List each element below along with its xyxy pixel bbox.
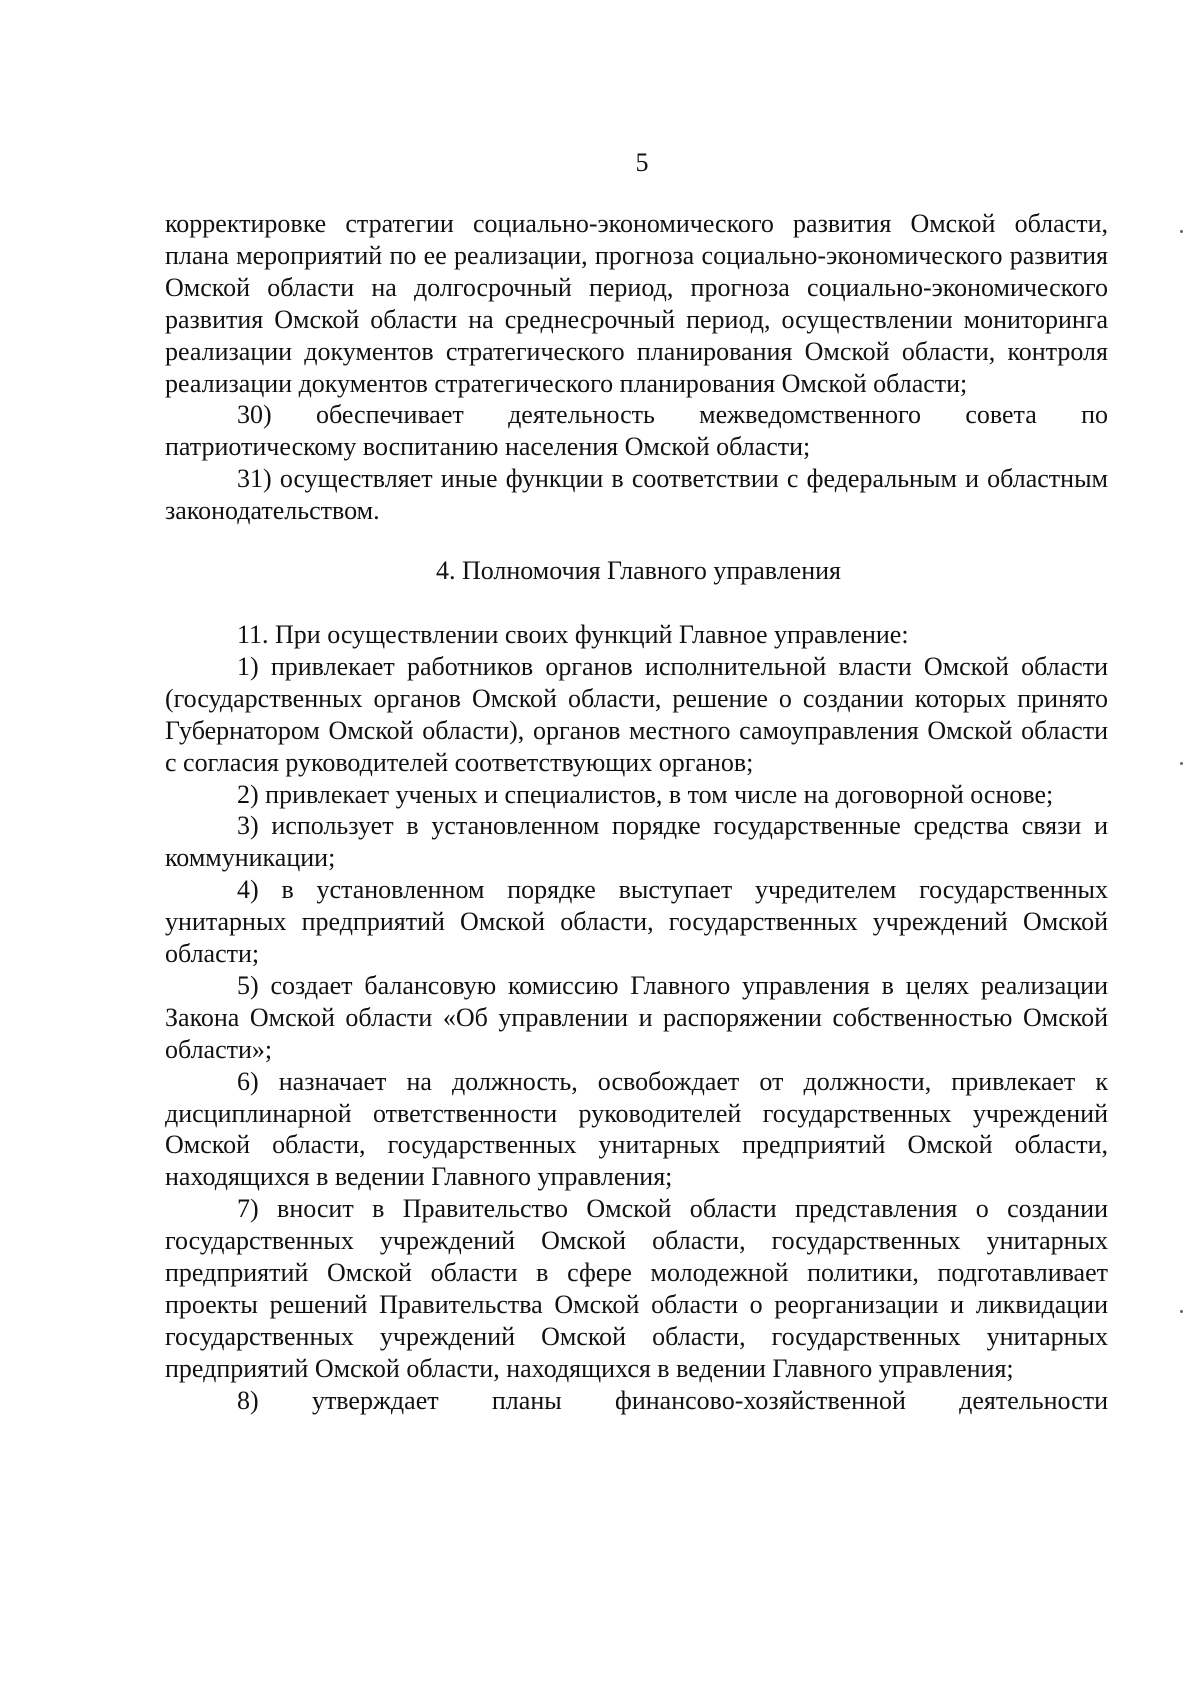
authority-item-6: 6) назначает на должность, освобождает от должности, привлекает к дисциплинарной ответственности руководителей государственных учреждений Омской области, государственных унитарных предприятий Омской области, находящихся в ведении Главного управления; xyxy=(165,1066,1108,1192)
authority-item-5: 5) создает балансовую комиссию Главного управления в целях реализации Закона Омской области «Об управлении и распоряжении собственностью Омской области»; xyxy=(165,970,1108,1064)
scan-speck xyxy=(1180,230,1183,233)
paragraph-continuation: корректировке стратегии социально-экономического развития Омской области, плана мероприятий по ее реализации, прогноза социально-экономического развития Омской области на долгосрочный период, прогноза социально-экономического развития Омской области на среднесрочный период, осуществлении мониторинга реализации документов стратегического планирования Омской области, контроля реализации документов стратегического планирования Омской области; xyxy=(165,209,1108,398)
authority-item-2: 2) привлекает ученых и специалистов, в том числе на договорной основе; xyxy=(237,779,1054,809)
scan-speck xyxy=(1180,1310,1183,1313)
clause-11-intro: 11. При осуществлении своих функций Главное управление: xyxy=(237,619,909,649)
page-number: 5 xyxy=(635,148,649,177)
list-item-31: 31) осуществляет иные функции в соответствии с федеральным и областным законодательством. xyxy=(165,464,1108,526)
authority-item-4: 4) в установленном порядке выступает учредителем государственных унитарных предприятий Омской области, государственных учреждений Омской области; xyxy=(165,875,1108,969)
authority-item-1: 1) привлекает работников органов исполнительной власти Омской области (государственных органов Омской области, решение о создании которых принято Губернатором Омской области), органов местного самоуправления Омской области с согласия руководителей соответствующих органов; xyxy=(165,651,1108,777)
authority-item-3: 3) использует в установленном порядке государственные средства связи и коммуникации; xyxy=(165,811,1108,873)
section-heading: 4. Полномочия Главного управления xyxy=(435,556,842,586)
authority-item-8: 8) утверждает планы финансово-хозяйственной деятельности xyxy=(237,1385,1108,1415)
list-item-30: 30) обеспечивает деятельность межведомственного совета по патриотическому воспитанию населения Омской области; xyxy=(165,400,1108,462)
document-body xyxy=(165,208,1108,1417)
authority-item-7: 7) вносит в Правительство Омской области представления о создании государственных учреждений Омской области, государственных унитарных предприятий Омской области в сфере молодежной политики, подготавливает проекты решений Правительства Омской области о реорганизации и ликвидации государственных учреждений Омской области, государственных унитарных предприятий Омской области, находящихся в ведении Главного управления; xyxy=(165,1194,1108,1383)
scan-speck xyxy=(1180,762,1183,765)
